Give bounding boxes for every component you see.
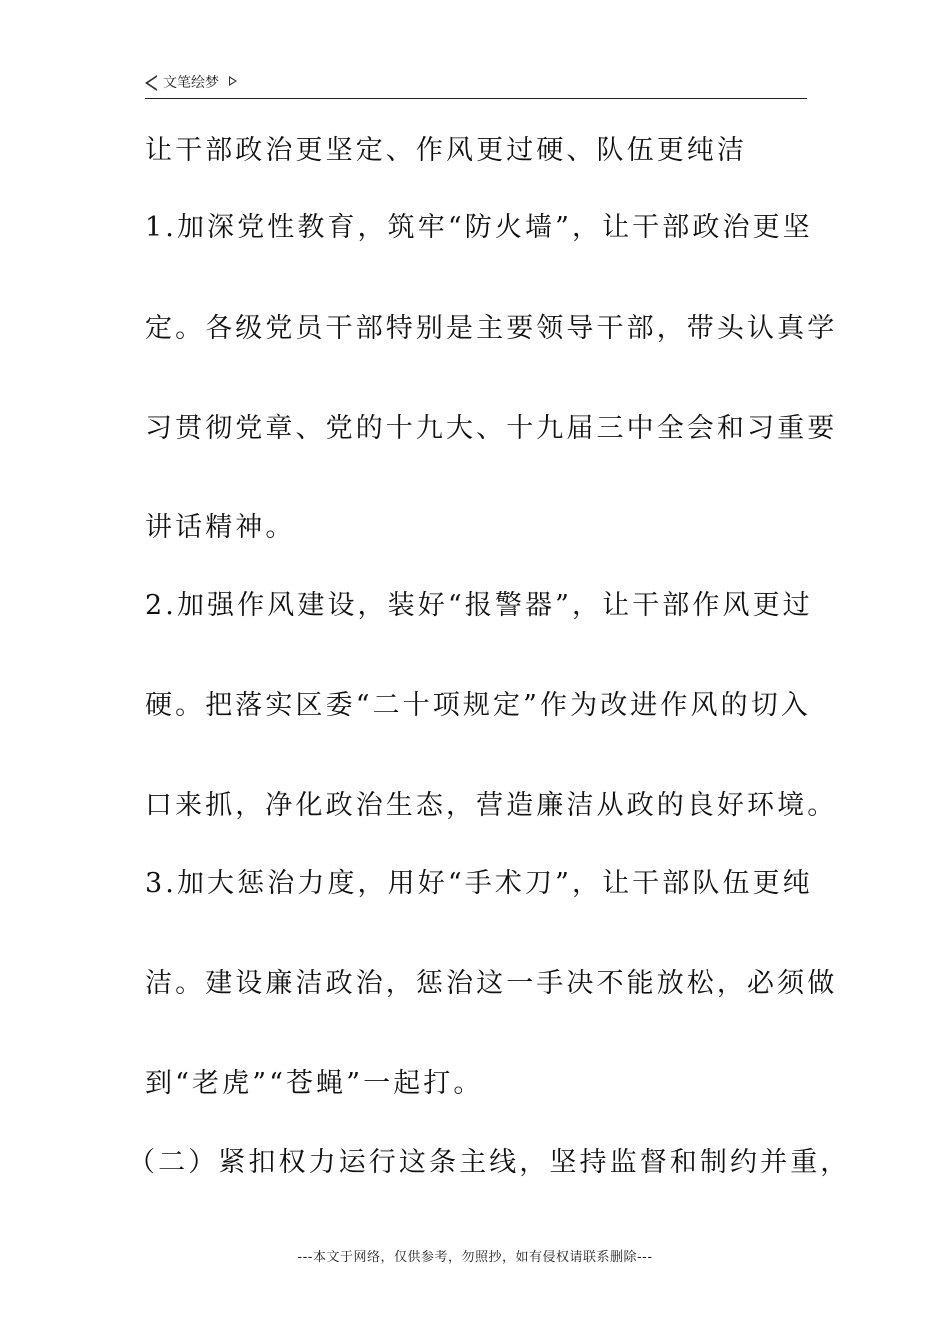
body-line: 习贯彻党章、党的十九大、十九届三中全会和习重要: [145, 413, 838, 444]
body-line: 定。各级党员干部特别是主要领导干部，带头认真学: [145, 313, 838, 344]
triangle-right-icon: [229, 76, 237, 86]
body-line: 硬。把落实区委“二十项规定”作为改进作风的切入: [145, 690, 811, 721]
triangle-left-icon: [145, 75, 157, 91]
body-line: 洁。建设廉洁政治，惩治这一手决不能放松，必须做: [145, 968, 838, 999]
body-line: 3.加大惩治力度，用好“手术刀”，让干部队伍更纯: [145, 868, 813, 899]
body-line: 口来抓，净化政治生态，营造廉洁从政的良好环境。: [145, 790, 838, 821]
footer-notice: ---本文于网络，仅供参考，勿照抄，如有侵权请联系删除---: [297, 1250, 653, 1265]
header-brand: [145, 74, 807, 92]
body-line: 到“老虎”“苍蝇”一起打。: [145, 1068, 484, 1099]
brand-text: 文笔绘梦: [163, 75, 219, 91]
body-line: （二）紧扣权力运行这条主线，坚持监督和制约并重，: [128, 1147, 851, 1178]
body-line: 2.加强作风建设，装好“报警器”，让干部作风更过: [145, 590, 813, 621]
body-line: 讲话精神。: [145, 512, 296, 543]
body-line: 让干部政治更坚定、作风更过硬、队伍更纯洁: [145, 135, 747, 166]
page-header: [145, 74, 807, 99]
body-line: 1.加深党性教育，筑牢“防火墙”，让干部政治更坚: [145, 212, 813, 243]
